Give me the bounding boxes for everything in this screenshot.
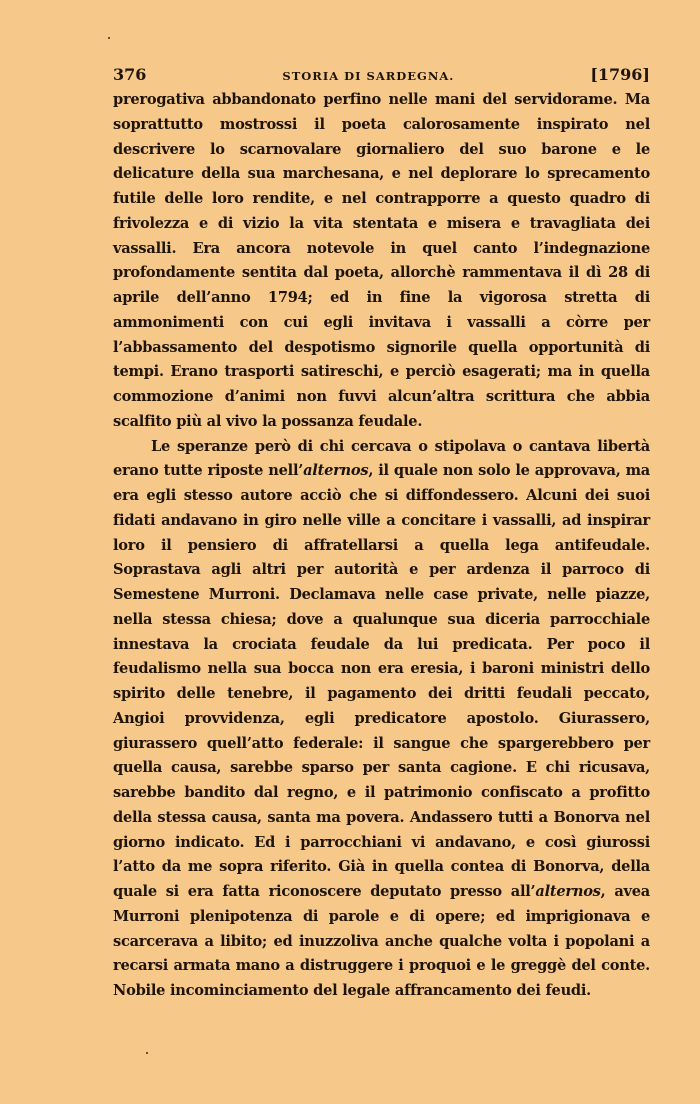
page-header bbox=[113, 62, 650, 88]
paragraph-1 bbox=[113, 88, 650, 435]
paper-speck bbox=[108, 37, 110, 39]
paper-speck bbox=[146, 1052, 148, 1054]
book-page bbox=[113, 62, 650, 1004]
latin-term: alternos bbox=[535, 883, 601, 900]
paragraph-text: , il quale non solo le approvava, ma era egli stesso autore acciò che si diffondessero. Alcuni dei suoi fidati andavano in giro nelle ville a concitare i vassalli, ad inspirar loro il pensiero di affratellarsi a quella lega antifeudale. Soprastava agli altri per autorità e per ardenza il parroco di Semestene Murroni. Declamava nelle case private, nelle piazze, nella stessa chiesa; dove a qualunque sua diceria parrocchiale innestava la crociata feudale da lui predicata. Per poco il feudalismo nella sua bocca non era eresia, i baroni ministri dello spirito delle tenebre, il pagamento dei dritti feudali peccato, Angioi provvidenza, egli predicatore apostolo. Giurassero, giurassero quell’atto federale: il sangue che spargerebbero per quella causa, sarebbe sparso per santa cagione. E chi ricusava, sarebbe bandito dal regno, e il patrimonio confiscato a profitto della stessa causa, santa ma povera. Andassero tutti a Bonorva nel giorno indicato. Ed i parrocchiani vi andavano, e così giurossi l’atto da me sopra riferito. Già in quella contea di Bonorva, della quale si era fatta riconoscere deputato presso all’ bbox=[113, 462, 650, 900]
page-number: 376 bbox=[113, 65, 147, 84]
year-marker: [1796] bbox=[590, 65, 650, 84]
paragraph-text: , avea Murroni plenipotenza di parole e di opere; ed imprigionava e scarcerava a libito; ed inuzzoliva anche qualche volta i popolani a recarsi armata mano a distruggere i proquoi e le greggè del conte. Nobile incominciamento del legale affrancamento dei feudi. bbox=[113, 883, 651, 999]
paragraph-text: Le speranze però di chi cercava o stipolava o cantava libertà erano tutte riposte nell’ bbox=[113, 437, 650, 480]
latin-term: alternos bbox=[303, 462, 369, 480]
running-title: STORIA DI SARDEGNA. bbox=[282, 69, 455, 83]
paragraph-text: prerogativa abbandonato perfino nelle mani del servidorame. Ma soprattutto mostrossi il poeta calorosamente inspirato nel descrivere lo scarnovalare giornaliero del suo barone e le delicature della sua marchesana, e nel deplorare lo sprecamento futile delle loro rendite, e nel contrapporre a questo quadro di frivolezza e di vizio la vita stentata e misera e travagliata dei vassalli. Era ancora notevole in quel canto l’indegnazione profondamente sentita dal poeta, allorchè rammentava il dì 28 di aprile dell’anno 1794; ed in fine la vigorosa stretta di ammonimenti con cui egli invitava i vassalli a còrre per l’abbassamento del despotismo signorile quella opportunità di tempi. Erano trasporti satireschi, e perciò esagerati; ma in quella commozione d’animi non fuvvi alcun’altra scrittura che abbia scalfito più al vivo la possanza feudale. bbox=[113, 91, 650, 430]
body-text bbox=[113, 88, 650, 1004]
paragraph-2 bbox=[113, 435, 650, 1004]
